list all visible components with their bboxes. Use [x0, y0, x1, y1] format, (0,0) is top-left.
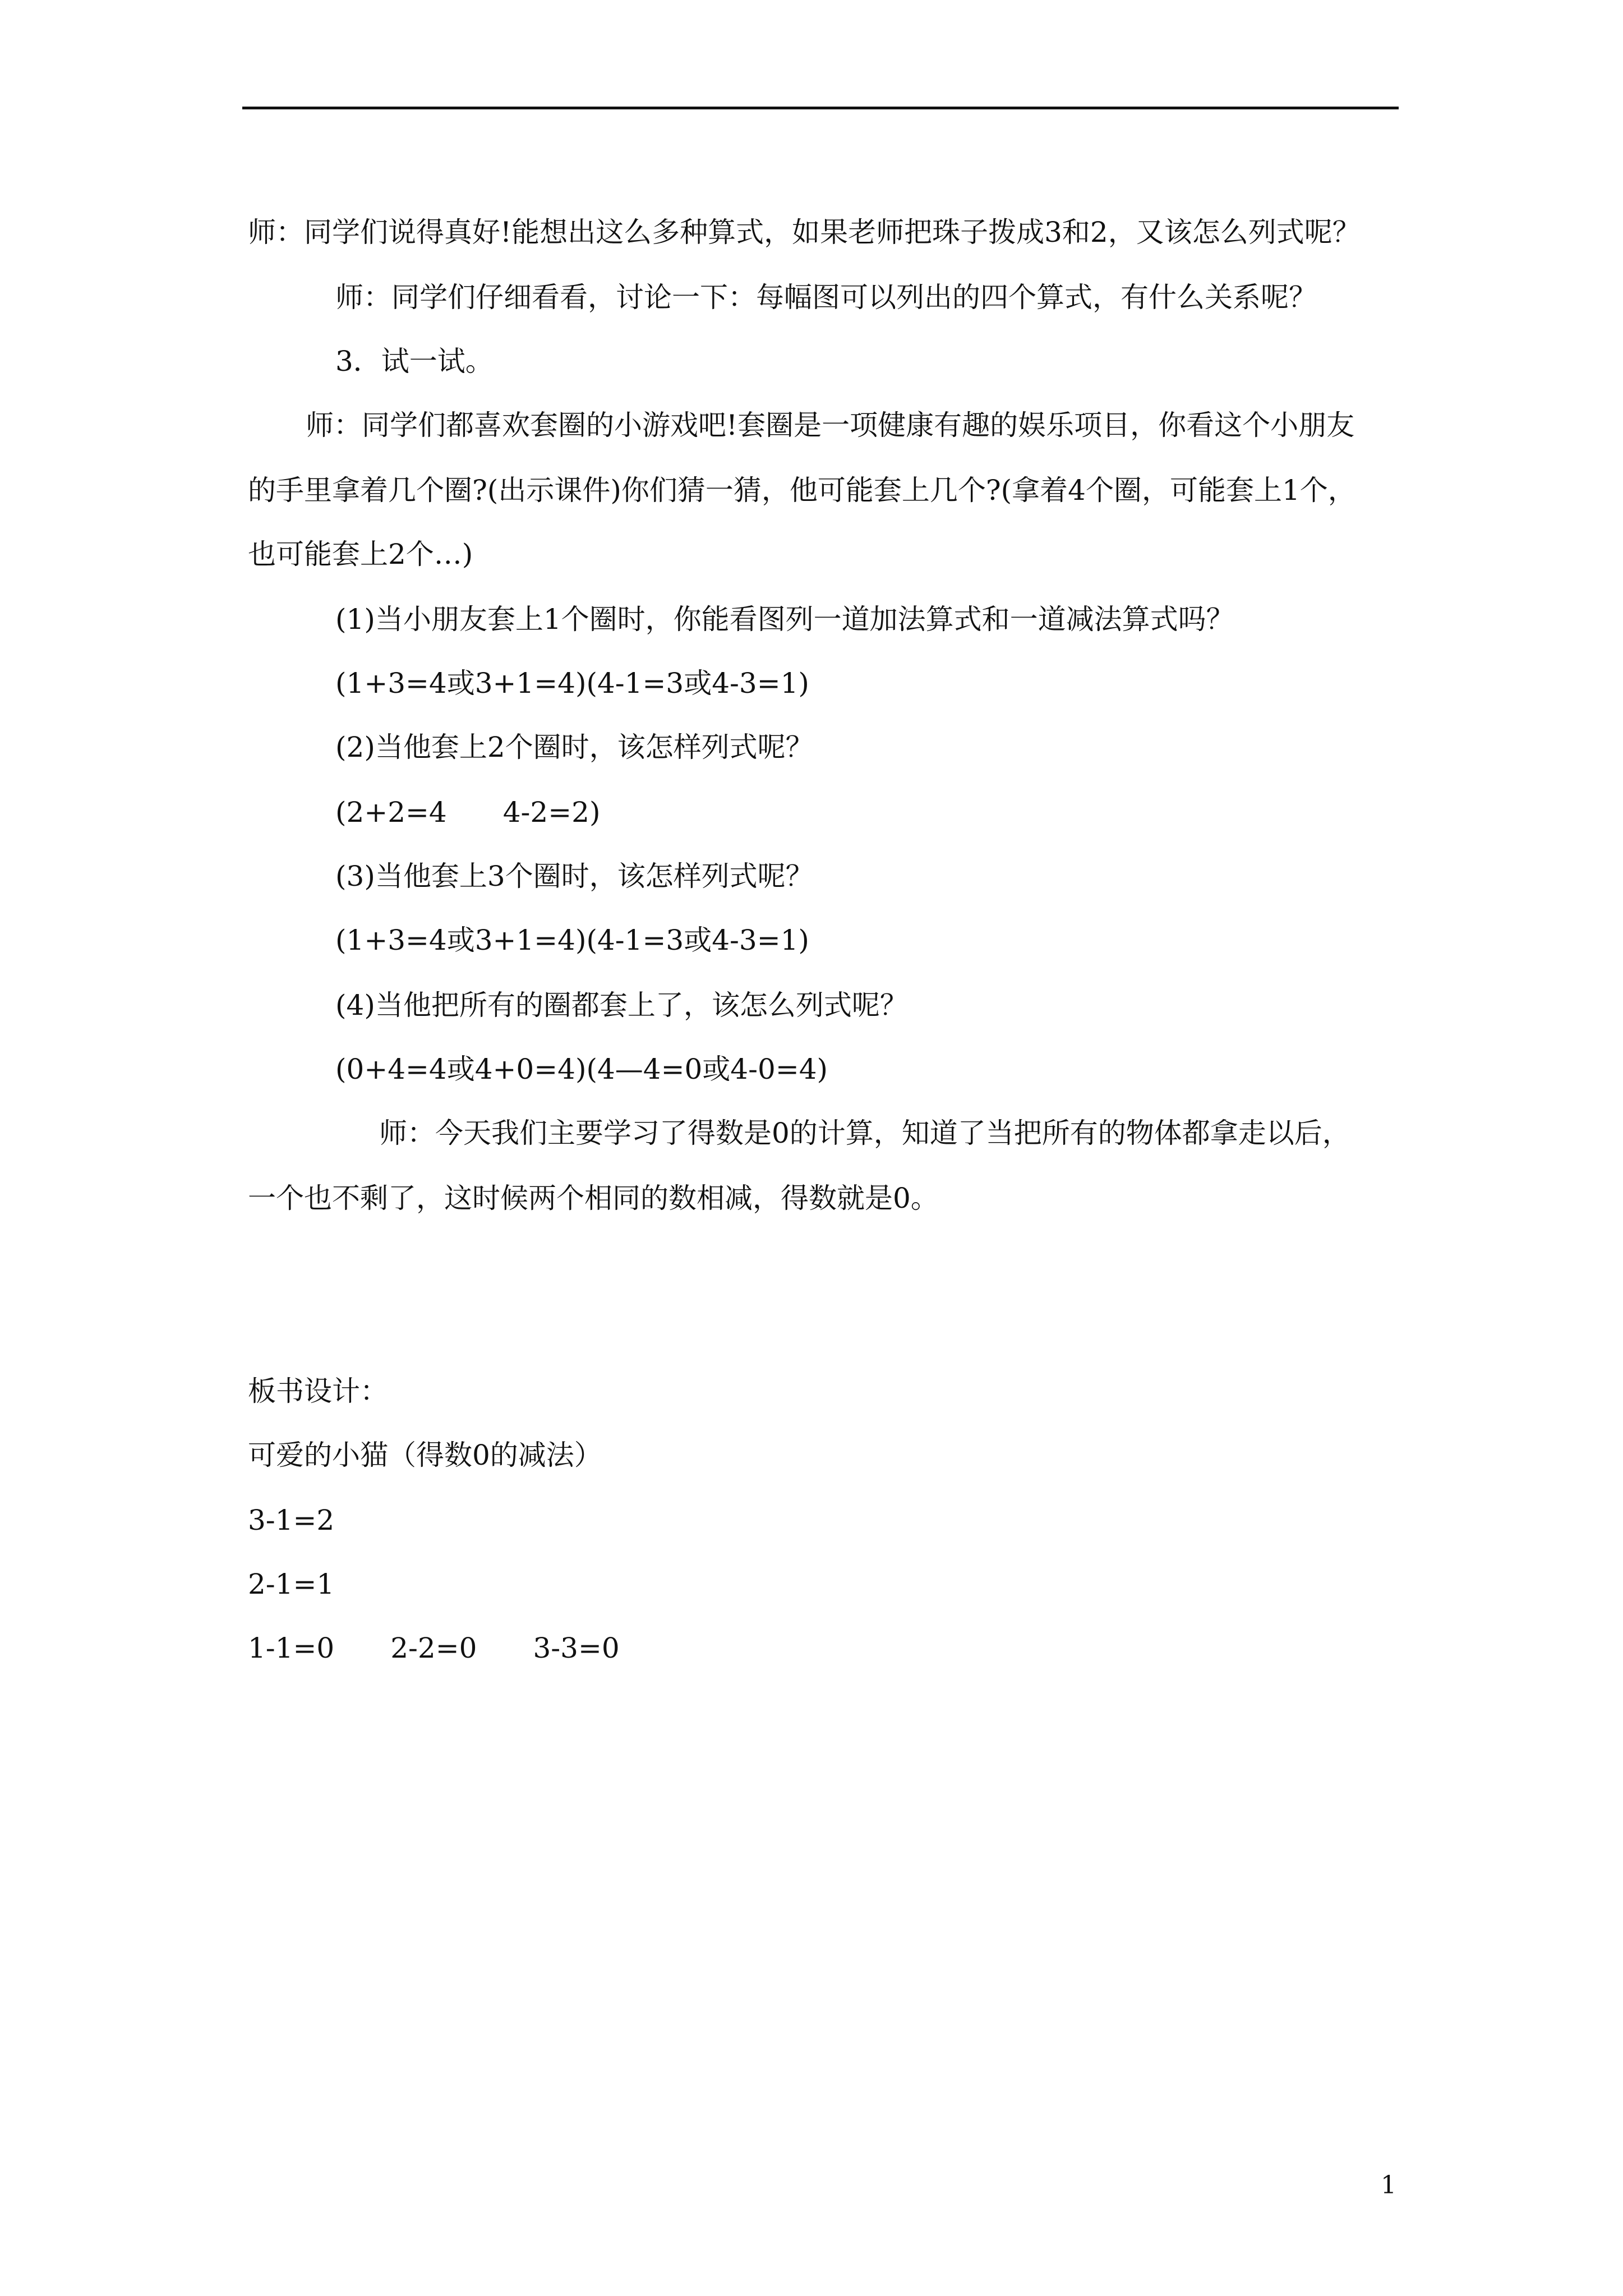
paragraph-line: 的手里拿着几个圈?(出示课件)你们猜一猜，他可能套上几个?(拿着4个圈，可能套上1个，: [248, 474, 1356, 507]
board-equation: 1-1=0 2-2=0 3-3=0: [248, 1632, 620, 1664]
section-heading: 3．试一试。: [335, 345, 494, 378]
paragraph-line: 也可能套上2个…): [248, 538, 473, 570]
paragraph-line: 师：今天我们主要学习了得数是0的计算，知道了当把所有的物体都拿走以后，: [379, 1117, 1350, 1149]
board-title: 可爱的小猫（得数0的减法）: [248, 1439, 602, 1471]
question-line: (4)当他把所有的圈都套上了，该怎么列式呢？: [335, 989, 908, 1022]
page-number: 1: [1381, 2171, 1396, 2200]
question-line: (1)当小朋友套上1个圈时，你能看图列一道加法算式和一道减法算式吗？: [335, 603, 1234, 636]
answer-line: (2+2=4 4-2=2): [335, 796, 601, 829]
question-line: (3)当他套上3个圈时，该怎样列式呢？: [335, 860, 814, 892]
answer-line: (0+4=4或4+0=4)(4—4=0或4-0=4): [335, 1053, 828, 1085]
answer-line: (1+3=4或3+1=4)(4-1=3或4-3=1): [335, 667, 809, 700]
header-rule: [242, 107, 1399, 109]
board-equation: 3-1=2: [248, 1504, 335, 1536]
question-line: (2)当他套上2个圈时，该怎样列式呢？: [335, 731, 814, 763]
board-equation: 2-1=1: [248, 1568, 335, 1600]
board-heading: 板书设计：: [248, 1375, 388, 1407]
paragraph-line: 一个也不剩了，这时候两个相同的数相减，得数就是0。: [248, 1182, 939, 1214]
answer-line: (1+3=4或3+1=4)(4-1=3或4-3=1): [335, 924, 809, 956]
paragraph-line: 师：同学们仔细看看，讨论一下：每幅图可以列出的四个算式，有什么关系呢？: [335, 281, 1317, 314]
paragraph-line: 师：同学们说得真好!能想出这么多种算式，如果老师把珠子拨成3和2，又该怎么列式呢？: [248, 216, 1361, 249]
paragraph-line: 师：同学们都喜欢套圈的小游戏吧!套圈是一项健康有趣的娱乐项目，你看这个小朋友: [306, 409, 1355, 441]
